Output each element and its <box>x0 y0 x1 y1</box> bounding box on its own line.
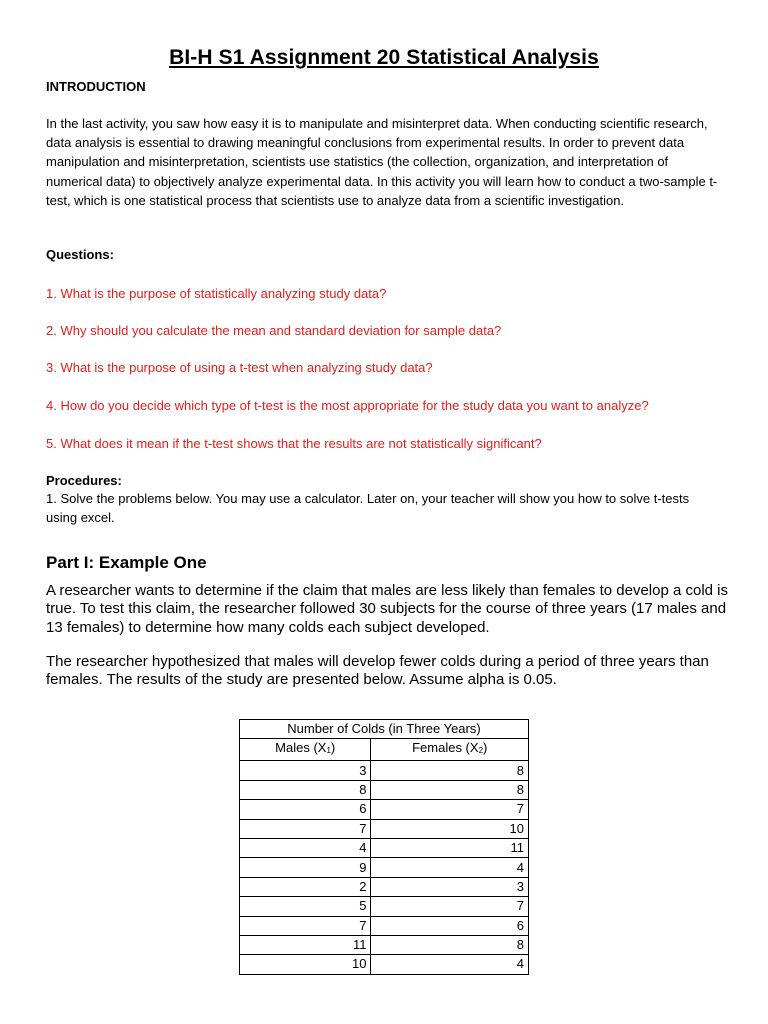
table-row <box>240 877 529 896</box>
question-5: 5. What does it mean if the t-test shows that the results are not statistically significant? <box>46 436 542 451</box>
cell-males: 8 <box>240 780 371 799</box>
cell-females: 6 <box>371 916 529 935</box>
table-row <box>240 935 529 954</box>
column-header-females: Females $(X_2)$ <box>371 739 529 761</box>
table-row <box>240 955 529 974</box>
cell-females: 7 <box>371 897 529 916</box>
intro-paragraph: In the last activity, you saw how easy it is to manipulate and misinterpret data. When conducting scientific research, data analysis is essential to drawing meaningful conclusions from experimental results. In order to prevent data manipulation and misinterpretation, scientists use statistics (the collection, organization, and interpretation of numerical data) to objectively analyze experimental data. In this activity you will learn how to conduct a two-sample t-test, which is one statistical process that scientists use to analyze data from a scientific investigation. <box>46 116 718 208</box>
table-row <box>240 819 529 838</box>
table-caption: Number of Colds (in Three Years) <box>240 720 529 739</box>
cell-females: 4 <box>371 858 529 877</box>
question-3: 3. What is the purpose of using a t-test when analyzing study data? <box>46 360 433 375</box>
procedures-text: 1. Solve the problems below. You may use a calculator. Later on, your teacher will show you how to solve t-tests using excel. <box>46 491 690 526</box>
part1-heading: Part I: Example One <box>46 553 207 572</box>
document-title: BI-H S1 Assignment 20 Statistical Analysis <box>169 46 599 69</box>
table-row <box>240 800 529 819</box>
cell-females: 3 <box>371 877 529 896</box>
cell-males: 2 <box>240 877 371 896</box>
part1-paragraph-1: A researcher wants to determine if the claim that males are less likely than females to develop a cold is true. To test this claim, the researcher followed 30 subjects for the course of three years (17 males and 13 females) to determine how many colds each subject developed. <box>46 582 728 636</box>
table-row <box>240 838 529 857</box>
table-row <box>240 916 529 935</box>
cell-females: 11 <box>371 838 529 857</box>
cell-females: 8 <box>371 935 529 954</box>
table-row <box>240 858 529 877</box>
table-header-row <box>240 739 529 761</box>
colds-table <box>239 719 529 975</box>
table-row <box>240 897 529 916</box>
table-row <box>240 780 529 799</box>
cell-males: 7 <box>240 916 371 935</box>
question-1: 1. What is the purpose of statistically analyzing study data? <box>46 286 387 301</box>
cell-males: 4 <box>240 838 371 857</box>
cell-males: 3 <box>240 761 371 780</box>
cell-males: 5 <box>240 897 371 916</box>
cell-males: 7 <box>240 819 371 838</box>
cell-females: 8 <box>371 761 529 780</box>
cell-females: 7 <box>371 800 529 819</box>
questions-heading: Questions: <box>46 247 114 262</box>
column-header-males: Males $(X_1)$ <box>240 739 371 761</box>
cell-females: 4 <box>371 955 529 974</box>
cell-females: 10 <box>371 819 529 838</box>
procedures-heading: Procedures: <box>46 473 122 488</box>
table-row <box>240 761 529 780</box>
table-caption-row <box>240 720 529 739</box>
cell-females: 8 <box>371 780 529 799</box>
cell-males: 11 <box>240 935 371 954</box>
question-4: 4. How do you decide which type of t-test is the most appropriate for the study data you want to analyze? <box>46 398 649 413</box>
question-2: 2. Why should you calculate the mean and standard deviation for sample data? <box>46 323 502 338</box>
cell-males: 6 <box>240 800 371 819</box>
part1-paragraph-2: The researcher hypothesized that males will develop fewer colds during a period of three years than females. The results of the study are presented below. Assume alpha is 0.05. <box>46 653 709 689</box>
cell-males: 9 <box>240 858 371 877</box>
intro-heading: INTRODUCTION <box>46 79 146 94</box>
cell-males: 10 <box>240 955 371 974</box>
